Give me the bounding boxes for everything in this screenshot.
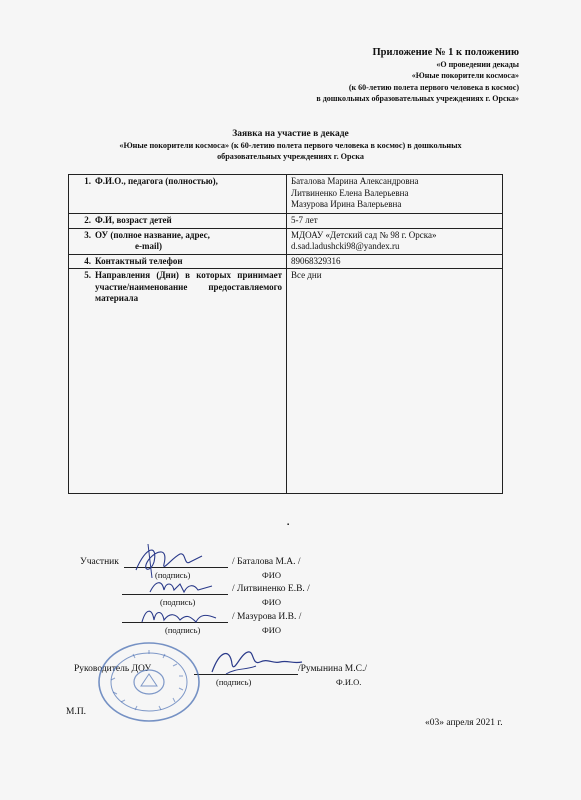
contact-phone: 89068329316 bbox=[291, 255, 341, 266]
row-label: Контактный телефон bbox=[95, 255, 183, 266]
teacher-name: Баталова Марина Александровна bbox=[291, 176, 419, 186]
institution-email: d.sad.ladushcki98@yandex.ru bbox=[291, 241, 400, 251]
official-stamp bbox=[95, 640, 203, 724]
appendix-line: «Юные покорители космоса» bbox=[411, 71, 519, 81]
row-label: Направления (Дни) в которых принимает участие/наименование предоставляемого материала bbox=[95, 270, 282, 303]
stray-mark: ▪ bbox=[287, 522, 290, 528]
teacher-name: Литвиненко Елена Валерьевна bbox=[291, 187, 409, 198]
application-table bbox=[68, 174, 503, 494]
document-title bbox=[40, 128, 541, 162]
table-row bbox=[69, 254, 503, 269]
row-label: Ф.И.О., педагога (полностью), bbox=[95, 176, 218, 186]
title-main: Заявка на участие в декаде bbox=[232, 129, 349, 139]
row-value-cell bbox=[287, 269, 503, 494]
sign-caption: (подпись) bbox=[160, 597, 196, 607]
row-number: 3. bbox=[84, 229, 91, 240]
appendix-line: «О проведении декады bbox=[436, 60, 519, 69]
document-date: «03» апреля 2021 г. bbox=[425, 718, 503, 728]
handwritten-signature bbox=[140, 604, 220, 630]
table-row bbox=[69, 228, 503, 254]
directions-value: Все дни bbox=[291, 270, 322, 280]
row-label-cell bbox=[69, 254, 287, 269]
sign-caption: (подпись) bbox=[165, 625, 201, 635]
row-label-cell bbox=[69, 214, 287, 229]
sign-caption: (подпись) bbox=[216, 677, 252, 687]
row-value-cell bbox=[287, 254, 503, 269]
fio-caption: ФИО bbox=[262, 570, 281, 580]
row-label-cell bbox=[69, 269, 287, 494]
table-row bbox=[69, 269, 503, 494]
row-value-cell bbox=[287, 228, 503, 254]
table-row bbox=[69, 175, 503, 214]
title-sub-2: образовательных учреждениях г. Орска bbox=[217, 152, 364, 161]
participant-name: / Баталова М.А. / bbox=[232, 557, 301, 567]
participant-label: Участник bbox=[80, 557, 119, 567]
children-age: 5-7 лет bbox=[291, 215, 318, 225]
title-sub-1: «Юные покорители космоса» (к 60-летию полета первого человека в космос) в дошкольных bbox=[119, 141, 462, 150]
sign-caption: (подпись) bbox=[155, 570, 191, 580]
row-value-cell bbox=[287, 175, 503, 214]
appendix-line: (к 60-летию полета первого человека в космос) bbox=[348, 82, 519, 92]
stamp-place-label: М.П. bbox=[66, 707, 87, 717]
row-label: Ф.И, возраст детей bbox=[95, 215, 172, 225]
row-number: 4. bbox=[84, 255, 91, 266]
row-number: 5. bbox=[84, 270, 91, 280]
participant-name: / Мазурова И.В. / bbox=[232, 612, 302, 622]
row-label-cell bbox=[69, 228, 287, 254]
fio-caption: Ф.И.О. bbox=[336, 677, 362, 687]
row-label-cell bbox=[69, 175, 287, 214]
appendix-line: в дошкольных образовательных учреждениях г. Орска» bbox=[316, 93, 519, 103]
row-label-cont: e-mail) bbox=[135, 241, 162, 251]
appendix-title: Приложение № 1 к положению bbox=[372, 47, 519, 58]
fio-caption: ФИО bbox=[262, 625, 281, 635]
row-number: 1. bbox=[84, 176, 91, 186]
teacher-name: Мазурова Ирина Валерьевна bbox=[291, 199, 402, 209]
head-name: /Румынина М.С./ bbox=[298, 664, 367, 674]
institution-name: МДОАУ «Детский сад № 98 г. Орска» bbox=[291, 229, 437, 240]
participant-name: / Литвиненко Е.В. / bbox=[232, 584, 310, 594]
fio-caption: ФИО bbox=[262, 597, 281, 607]
row-label: ОУ (полное название, адрес, bbox=[95, 229, 210, 240]
row-value-cell bbox=[287, 214, 503, 229]
appendix-header bbox=[316, 46, 519, 104]
handwritten-signature bbox=[146, 576, 216, 598]
handwritten-signature bbox=[206, 644, 306, 680]
row-number: 2. bbox=[84, 215, 91, 225]
table-row bbox=[69, 214, 503, 229]
head-label: Руководитель ДОУ bbox=[74, 664, 152, 674]
